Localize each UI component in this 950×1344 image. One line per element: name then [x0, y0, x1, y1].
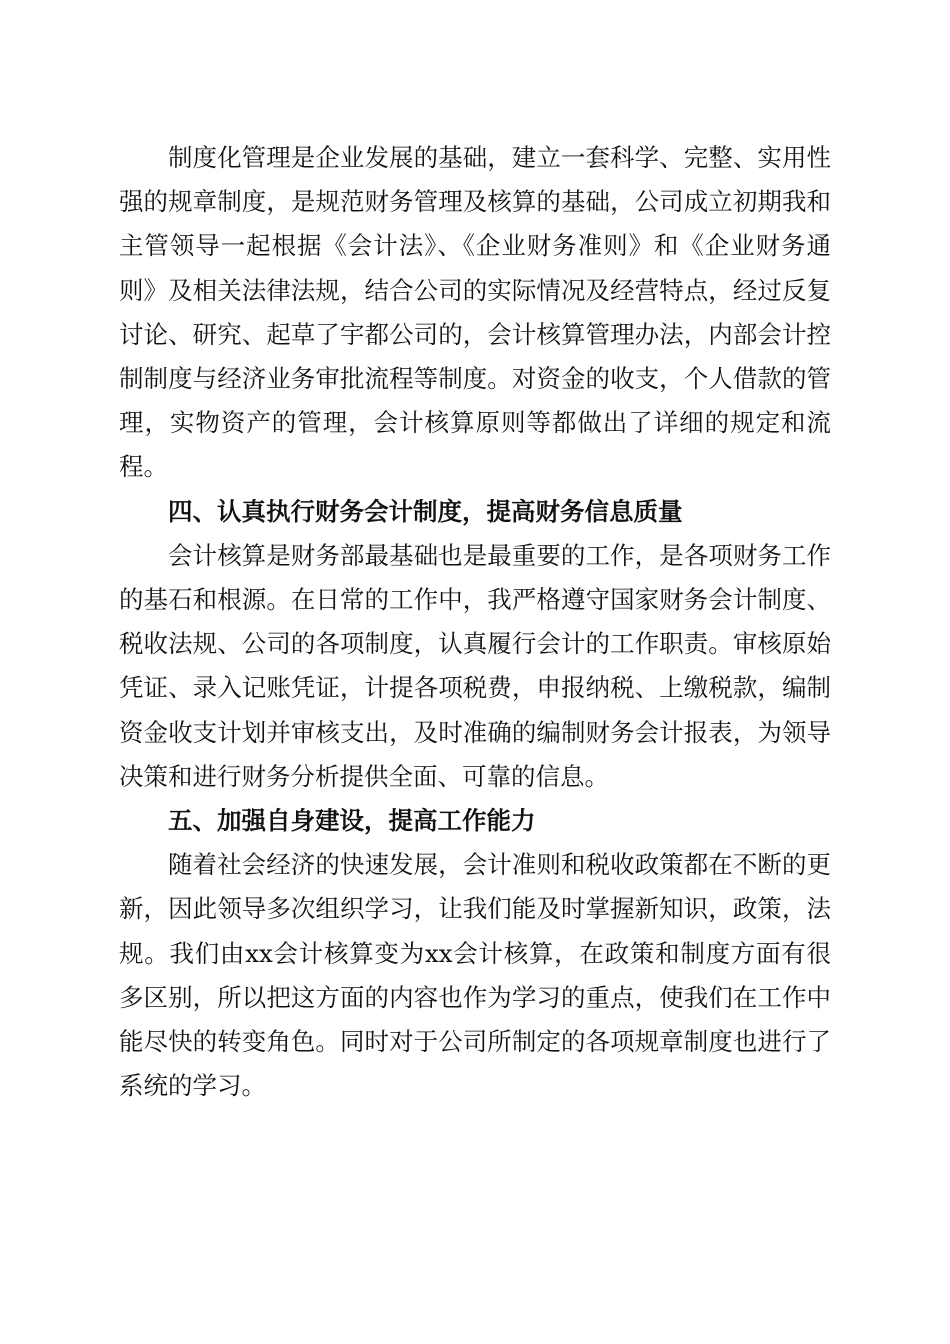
section-heading-5: 五、加强自身建设，提高工作能力	[168, 806, 536, 836]
paragraph-institutional-management: 制度化管理是企业发展的基础，建立一套科学、完整、实用性强的规章制度，是规范财务管理及核算的基础，公司成立初期我和主管领导一起根据《会计法》、《企业财务准则》和《企业财务通则》及相关法律法规，结合公司的实际情况及经营特点，经过反复讨论、研究、起草了宇都公司的，会计核算管理办法，内部会计控制制度与经济业务审批流程等制度。对资金的收支，个人借款的管理，实物资产的管理，会计核算原则等都做出了详细的规定和流程。	[119, 143, 831, 482]
document-body	[119, 136, 831, 1108]
section-heading-4: 四、认真执行财务会计制度，提高财务信息质量	[168, 496, 683, 526]
paragraph-accounting-work: 会计核算是财务部最基础也是最重要的工作，是各项财务工作的基石和根源。在日常的工作中，我严格遵守国家财务会计制度、税收法规、公司的各项制度，认真履行会计的工作职责。审核原始凭证、录入记账凭证，计提各项税费，申报纳税、上缴税款，编制资金收支计划并审核支出，及时准确的编制财务会计报表，为领导决策和进行财务分析提供全面、可靠的信息。	[119, 540, 831, 791]
paragraph-self-improvement: 随着社会经济的快速发展，会计准则和税收政策都在不断的更新，因此领导多次组织学习，让我们能及时掌握新知识，政策，法规。我们由xx会计核算变为xx会计核算，在政策和制度方面有很多区别，所以把这方面的内容也作为学习的重点，使我们在工作中能尽快的转变角色。同时对于公司所制定的各项规章制度也进行了系统的学习。	[119, 850, 831, 1101]
